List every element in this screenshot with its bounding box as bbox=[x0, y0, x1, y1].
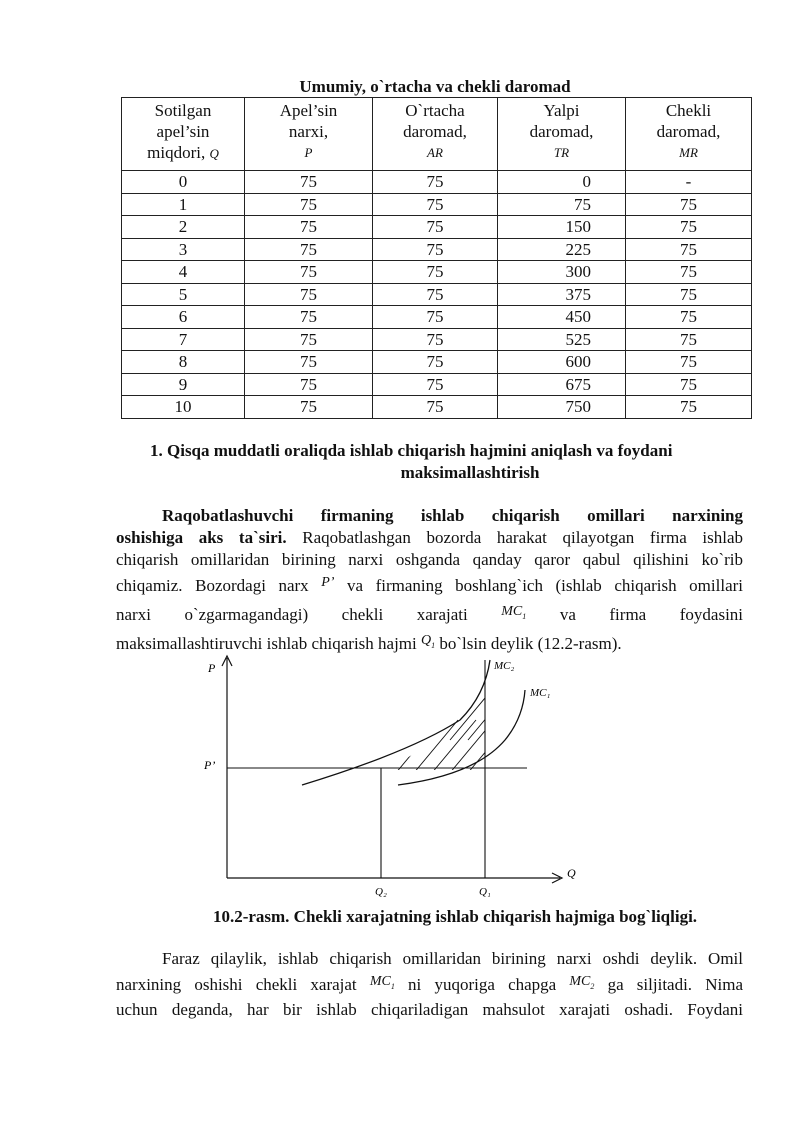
x-axis-label: Q bbox=[567, 866, 576, 880]
table-cell: 75 bbox=[245, 328, 373, 351]
y-axis-label: P bbox=[208, 661, 216, 675]
revenue-table bbox=[121, 97, 752, 419]
table-header-row bbox=[122, 98, 752, 171]
header-total-revenue: Yalpi daromad, TR bbox=[498, 98, 626, 171]
header-price: Apel’sin narxi, P bbox=[245, 98, 373, 171]
table-row bbox=[122, 171, 752, 194]
table-cell: 75 bbox=[373, 351, 498, 374]
table-cell: 600 bbox=[498, 351, 626, 374]
table-row bbox=[122, 396, 752, 419]
table-cell: - bbox=[626, 171, 752, 194]
table-cell: 675 bbox=[498, 373, 626, 396]
table-cell: 75 bbox=[373, 171, 498, 194]
header-quantity: Sotilgan apel’sin miqdori, Q bbox=[122, 98, 245, 171]
table-cell: 75 bbox=[498, 193, 626, 216]
table-cell: 4 bbox=[122, 261, 245, 284]
section-heading: 1. Qisqa muddatli oraliqda ishlab chiqarish hajmini aniqlash va foydani maksimallashtirish bbox=[150, 441, 673, 482]
table-row bbox=[122, 216, 752, 239]
marginal-cost-graph bbox=[190, 650, 590, 900]
table-cell: 75 bbox=[245, 373, 373, 396]
symbol-mc2-inline: MC2 bbox=[569, 974, 595, 991]
table-cell: 75 bbox=[626, 283, 752, 306]
table-cell: 75 bbox=[626, 238, 752, 261]
price-label: P’ bbox=[204, 758, 216, 772]
table-cell: 75 bbox=[373, 261, 498, 284]
table-cell: 75 bbox=[626, 261, 752, 284]
symbol-p-prime: P’ bbox=[321, 575, 335, 590]
table-cell: 525 bbox=[498, 328, 626, 351]
table-cell: 75 bbox=[373, 306, 498, 329]
table-cell: 75 bbox=[626, 193, 752, 216]
paragraph-1: Raqobatlashuvchi firmaning ishlab chiqarish omillari narxining oshishiga aks ta`siri. Raqobatlashgan bozorda harakat qilayotgan firma ishlab chiqarish omillaridan birining narxi oshganda qanday qaror qabul qilishini ko`rib chiqamiz. Bozordagi narx $^{P’}$ va firmaning boshlang`ich (ishlab chiqarish omillari narxi o`zgarmagandagi) chekli xarajati $^{MC_1}$ va firma foydasini maksimallashtiruvchi ishlab chiqarish hajmi $^{Q_1}$ bo`lsin deylik (12.2-rasm). bbox=[116, 506, 744, 653]
table-cell: 2 bbox=[122, 216, 245, 239]
table-row bbox=[122, 238, 752, 261]
table-cell: 75 bbox=[245, 193, 373, 216]
table-cell: 75 bbox=[373, 396, 498, 419]
symbol-mc1: MC1 bbox=[501, 604, 527, 621]
table-cell: 300 bbox=[498, 261, 626, 284]
hatched-area bbox=[390, 680, 518, 780]
table-cell: 7 bbox=[122, 328, 245, 351]
table-cell: 75 bbox=[373, 193, 498, 216]
table-cell: 75 bbox=[626, 373, 752, 396]
table-cell: 75 bbox=[626, 216, 752, 239]
table-cell: 5 bbox=[122, 283, 245, 306]
q1-label: Q₁ bbox=[479, 886, 491, 898]
table-cell: 0 bbox=[498, 171, 626, 194]
table-cell: 75 bbox=[245, 396, 373, 419]
table-cell: 225 bbox=[498, 238, 626, 261]
table-cell: 450 bbox=[498, 306, 626, 329]
table-cell: 75 bbox=[245, 306, 373, 329]
q2-label: Q₂ bbox=[375, 886, 387, 898]
table-cell: 10 bbox=[122, 396, 245, 419]
table-cell: 75 bbox=[626, 306, 752, 329]
table-cell: 75 bbox=[373, 238, 498, 261]
table-row bbox=[122, 261, 752, 284]
table-row bbox=[122, 193, 752, 216]
table-body bbox=[122, 171, 752, 419]
symbol-q1: Q1 bbox=[421, 633, 436, 650]
table-cell: 3 bbox=[122, 238, 245, 261]
table-cell: 150 bbox=[498, 216, 626, 239]
table-cell: 0 bbox=[122, 171, 245, 194]
table-cell: 75 bbox=[245, 351, 373, 374]
table-cell: 75 bbox=[373, 283, 498, 306]
table-cell: 75 bbox=[373, 216, 498, 239]
table-cell: 75 bbox=[373, 373, 498, 396]
table-cell: 75 bbox=[245, 238, 373, 261]
table-cell: 8 bbox=[122, 351, 245, 374]
table-cell: 75 bbox=[626, 396, 752, 419]
table-row bbox=[122, 306, 752, 329]
header-average-revenue: O`rtacha daromad, AR bbox=[373, 98, 498, 171]
mc2-curve bbox=[302, 660, 490, 785]
table-cell: 750 bbox=[498, 396, 626, 419]
table-cell: 6 bbox=[122, 306, 245, 329]
table-cell: 75 bbox=[626, 328, 752, 351]
table-cell: 75 bbox=[373, 328, 498, 351]
table-cell: 75 bbox=[245, 261, 373, 284]
paragraph-2: Faraz qilaylik, ishlab chiqarish omillaridan birining narxi oshdi deylik. Omil narxining oshishi chekli xarajat $^{MC_1}$ ni yuqoriga chapga $^{MC_2}$ ga siljitadi. Nima uchun deganda, har bir ishlab chiqariladigan mahsulot xarajati oshadi. Foydani bbox=[116, 949, 744, 1019]
table-cell: 75 bbox=[245, 216, 373, 239]
mc2-label: MC₂ bbox=[494, 660, 515, 672]
mc1-label: MC₁ bbox=[530, 687, 551, 699]
table-row bbox=[122, 283, 752, 306]
table-cell: 1 bbox=[122, 193, 245, 216]
table-row bbox=[122, 373, 752, 396]
figure-caption: 10.2-rasm. Chekli xarajatning ishlab chiqarish hajmiga bog`liqligi. bbox=[212, 907, 698, 926]
table-cell: 9 bbox=[122, 373, 245, 396]
table-row bbox=[122, 328, 752, 351]
table-title: Umumiy, o`rtacha va chekli daromad bbox=[299, 77, 571, 96]
header-marginal-revenue: Chekli daromad, MR bbox=[626, 98, 752, 171]
table-cell: 75 bbox=[245, 283, 373, 306]
symbol-mc1-inline: MC1 bbox=[369, 974, 395, 991]
table-row bbox=[122, 351, 752, 374]
table-cell: 75 bbox=[626, 351, 752, 374]
table-cell: 375 bbox=[498, 283, 626, 306]
table-cell: 75 bbox=[245, 171, 373, 194]
